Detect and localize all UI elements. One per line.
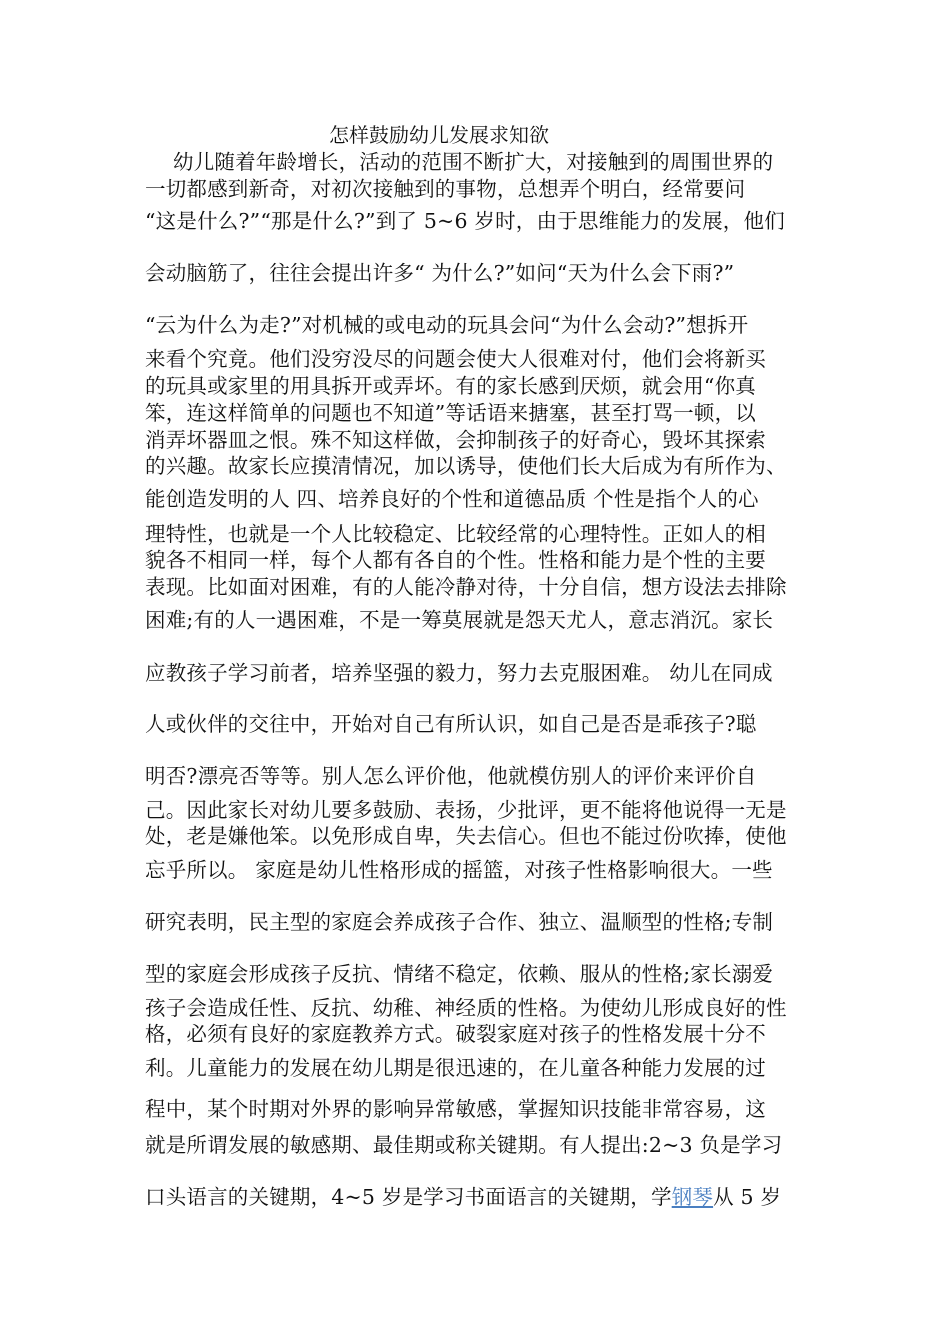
paragraph-line: 困难;有的人一遇困难，不是一筹莫展就是怨天尤人，意志消沉。家长 xyxy=(145,608,774,632)
paragraph-line: 幼儿随着年龄增长，活动的范围不断扩大，对接触到的周围世界的 xyxy=(173,150,774,174)
paragraph-line: 己。因此家长对幼儿要多鼓励、表扬，少批评，更不能将他说得一无是 xyxy=(145,798,787,822)
paragraph-line: 一切都感到新奇，对初次接触到的事物，总想弄个明白，经常要问 xyxy=(145,177,746,201)
paragraph-line: 明否?漂亮否等等。别人怎么评价他，他就模仿别人的评价来评价自 xyxy=(145,764,757,788)
paragraph-line: 处，老是嫌他笨。以免形成自卑，失去信心。但也不能过份吹捧，使他 xyxy=(145,824,787,848)
paragraph-line: 型的家庭会形成孩子反抗、情绪不稳定，依赖、服从的性格;家长溺爱 xyxy=(145,962,774,986)
paragraph-line: 能创造发明的人 四、培养良好的个性和道德品质 个性是指个人的心 xyxy=(145,487,759,511)
paragraph-line: 笨，连这样简单的问题也不知道”等话语来搪塞，甚至打骂一顿，以 xyxy=(145,401,756,425)
paragraph-line: 孩子会造成任性、反抗、幼稚、神经质的性格。为使幼儿形成良好的性 xyxy=(145,996,787,1020)
last-line-text: 口头语言的关键期，4~5 岁是学习书面语言的关键期，学 xyxy=(145,1185,672,1209)
paragraph-line: 理特性，也就是一个人比较稳定、比较经常的心理特性。正如人的相 xyxy=(145,522,766,546)
paragraph-line: 忘乎所以。 家庭是幼儿性格形成的摇篮，对孩子性格影响很大。一些 xyxy=(145,858,773,882)
paragraph-line: 就是所谓发展的敏感期、最佳期或称关键期。有人提出:2~3 负是学习 xyxy=(145,1133,783,1157)
paragraph-line: 程中，某个时期对外界的影响异常敏感，掌握知识技能非常容易，这 xyxy=(145,1097,766,1121)
paragraph-line: “这是什么?”“那是什么?”到了 5~6 岁时，由于思维能力的发展，他们 xyxy=(145,209,785,233)
paragraph-line: “云为什么为走?”对机械的或电动的玩具会问“为什么会动?”想拆开 xyxy=(145,313,749,337)
paragraph-line: 消弄坏器皿之恨。殊不知这样做，会抑制孩子的好奇心，毁坏其探索 xyxy=(145,428,766,452)
paragraph-line: 的兴趣。故家长应摸清情况，加以诱导，使他们长大后成为有所作为、 xyxy=(145,454,787,478)
paragraph-line: 表现。比如面对困难，有的人能冷静对待，十分自信，想方设法去排除 xyxy=(145,575,787,599)
paragraph-line: 研究表明，民主型的家庭会养成孩子合作、独立、温顺型的性格;专制 xyxy=(145,910,774,934)
paragraph-line: 应教孩子学习前者，培养坚强的毅力，努力去克服困难。 幼儿在同成 xyxy=(145,661,773,685)
paragraph-line-last xyxy=(145,1183,815,1211)
document-title: 怎样鼓励幼儿发展求知欲 xyxy=(329,123,549,147)
paragraph-line: 会动脑筋了，往往会提出许多“ 为什么?”如问“天为什么会下雨?” xyxy=(145,261,735,285)
paragraph-line: 格，必须有良好的家庭教养方式。破裂家庭对孩子的性格发展十分不 xyxy=(145,1022,766,1046)
piano-link[interactable]: 钢琴 xyxy=(671,1185,714,1209)
paragraph-line: 人或伙伴的交往中，开始对自己有所认识，如自己是否是乖孩子?聪 xyxy=(145,712,757,736)
paragraph-line: 来看个究竟。他们没穷没尽的问题会使大人很难对付，他们会将新买 xyxy=(145,347,766,371)
paragraph-line: 的玩具或家里的用具拆开或弄坏。有的家长感到厌烦，就会用“你真 xyxy=(145,374,756,398)
paragraph-line: 貌各不相同一样，每个人都有各自的个性。性格和能力是个性的主要 xyxy=(145,548,766,572)
last-line-text-end: 从 5 岁 xyxy=(713,1185,782,1209)
paragraph-line: 利。儿童能力的发展在幼儿期是很迅速的，在儿童各种能力发展的过 xyxy=(145,1056,766,1080)
